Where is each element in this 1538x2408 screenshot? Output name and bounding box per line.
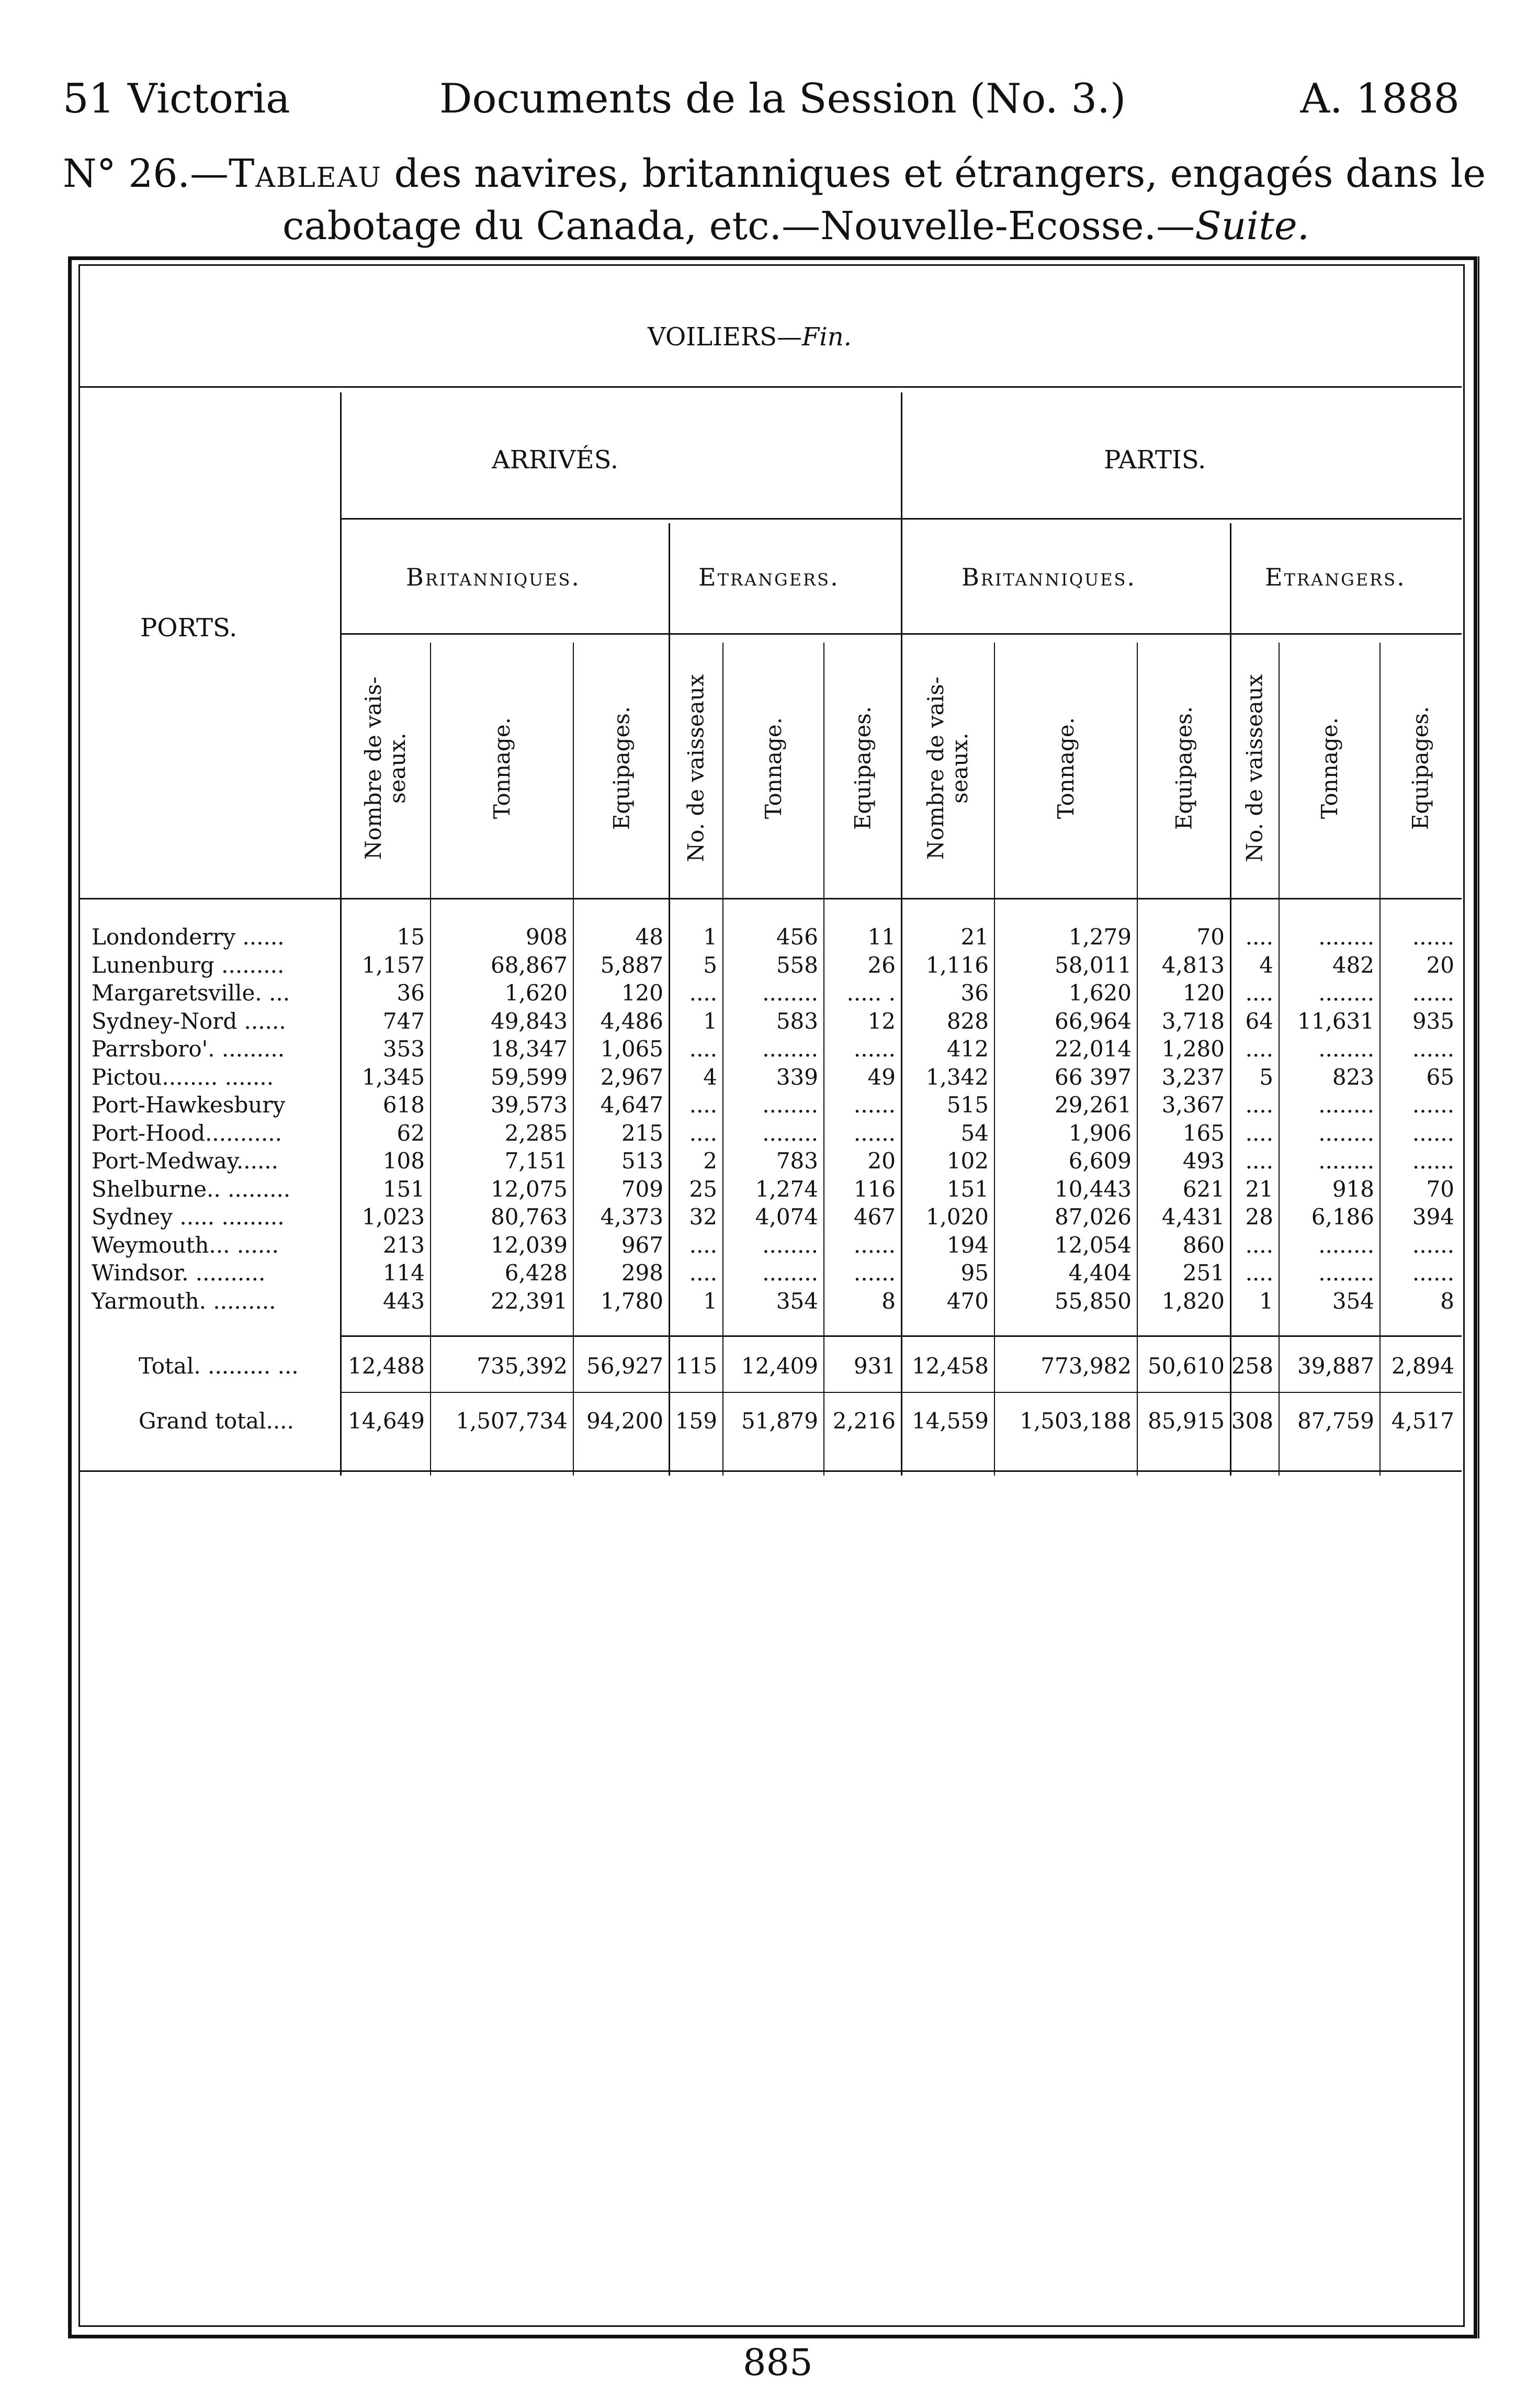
value-cell: 967 [621,1232,663,1258]
value-cell: ........ [762,980,818,1006]
value-cell: 87,026 [1055,1204,1132,1230]
value-cell: 64 [1245,1008,1273,1034]
value-cell: 12,458 [912,1353,989,1379]
partis-brit-etr-rule [1230,523,1231,1476]
value-cell: 515 [946,1092,989,1118]
port-name: Windsor. .......... [92,1260,266,1286]
col-rule [823,643,824,1476]
value-cell: 1 [703,1288,717,1314]
caption-main: VOILIERS— [648,322,802,352]
value-cell: 215 [621,1120,663,1146]
port-name: Pictou........ ....... [92,1064,274,1090]
value-cell: 308 [1231,1408,1273,1434]
grand-total-rule [340,1392,1462,1393]
value-cell: ...... [1412,1232,1454,1258]
value-cell: 55,850 [1055,1288,1132,1314]
value-cell: 1 [703,1008,717,1034]
value-cell: 1,279 [1068,924,1132,950]
subgroup-britanniques-arrives: Britanniques. [406,563,581,591]
value-cell: 39,887 [1297,1353,1374,1379]
value-cell: 1,116 [925,952,989,978]
value-cell: 58,011 [1055,952,1132,978]
running-header-center: Documents de la Session (No. 3.) [439,75,1126,122]
value-cell: 583 [776,1008,818,1034]
value-cell: ...... [853,1092,896,1118]
value-cell: 66,964 [1055,1008,1132,1034]
value-cell: 735,392 [477,1353,568,1379]
subgroup-etrangers-partis: Etrangers. [1265,563,1406,591]
col-header-text: No. de vaisseaux [1242,674,1268,862]
value-cell: 1 [703,924,717,950]
value-cell: ........ [1318,1120,1374,1146]
value-cell: 6,428 [504,1260,568,1286]
value-cell: 394 [1412,1204,1454,1230]
title-number: N° 26.— [63,151,229,196]
value-cell: 14,649 [348,1408,425,1434]
value-cell: 94,200 [586,1408,663,1434]
value-cell: 22,391 [491,1288,568,1314]
port-name: Sydney ..... ......... [92,1204,285,1230]
port-name: Shelburne.. ......... [92,1176,291,1202]
col-rule [430,643,431,1476]
value-cell: ........ [1318,1148,1374,1174]
col-header-text: Nombre de vais- seaux. [360,676,411,860]
value-cell: 20 [1426,952,1454,978]
value-cell: 5 [1259,1064,1273,1090]
value-cell: 1,345 [361,1064,425,1090]
value-cell: 4,074 [755,1204,818,1230]
subgroup-etrangers-arrives: Etrangers. [698,563,840,591]
value-cell: 12,488 [348,1353,425,1379]
port-name: Port-Hawkesbury [92,1092,286,1118]
value-cell: ........ [762,1260,818,1286]
value-cell: 3,718 [1161,1008,1225,1034]
value-cell: 2,285 [504,1120,568,1146]
value-cell: .... [689,1232,717,1258]
value-cell: 353 [382,1036,425,1062]
value-cell: 29,261 [1055,1092,1132,1118]
title-line2: cabotage du Canada, etc.—Nouvelle-Ecosse.— [282,204,1195,249]
value-cell: 87,759 [1297,1408,1374,1434]
value-cell: ...... [853,1232,896,1258]
value-cell: 4,517 [1391,1408,1454,1434]
value-cell: 298 [621,1260,663,1286]
value-cell: 116 [853,1176,896,1202]
value-cell: ........ [1318,1260,1374,1286]
value-cell: ........ [762,1120,818,1146]
value-cell: 36 [397,980,425,1006]
value-cell: 48 [635,924,663,950]
port-name: Londonderry ...... [92,924,285,950]
value-cell: 151 [946,1176,989,1202]
value-cell: 1,157 [361,952,425,978]
col-header-arr-brit-crews [574,643,669,894]
value-cell: ...... [1412,1260,1454,1286]
value-cell: 354 [1332,1288,1374,1314]
value-cell: 1,620 [504,980,568,1006]
table-title-line-2 [282,204,1310,249]
value-cell: 22,014 [1055,1036,1132,1062]
value-cell: 935 [1412,1008,1454,1034]
value-cell: 4,373 [600,1204,663,1230]
port-name: Sydney-Nord ...... [92,1008,286,1034]
col-header-par-brit-vessels [902,643,994,894]
col-rule [1279,643,1280,1476]
col-header-text: Equipages. [1171,706,1197,830]
value-cell: 66 397 [1055,1064,1132,1090]
value-cell: .... [689,1260,717,1286]
value-cell: 482 [1332,952,1374,978]
value-cell: 1,780 [600,1288,663,1314]
value-cell: 493 [1182,1148,1225,1174]
value-cell: 773,982 [1041,1353,1132,1379]
caption-rule [78,386,1462,388]
value-cell: .... [1245,1092,1273,1118]
value-cell: 21 [1245,1176,1273,1202]
value-cell: ........ [1318,1232,1374,1258]
value-cell: 12 [867,1008,896,1034]
value-cell: 783 [776,1148,818,1174]
col-rule [722,643,723,1476]
value-cell: 39,573 [491,1092,568,1118]
value-cell: 36 [960,980,989,1006]
col-header-par-brit-crews [1138,643,1230,894]
value-cell: 918 [1332,1176,1374,1202]
value-cell: 251 [1182,1260,1225,1286]
value-cell: 1,280 [1161,1036,1225,1062]
value-cell: 1,820 [1161,1288,1225,1314]
header-rule [78,898,1462,899]
value-cell: .... [689,1120,717,1146]
ports-header: PORTS. [140,613,238,643]
value-cell: 62 [397,1120,425,1146]
value-cell: 1,342 [925,1064,989,1090]
value-cell: 339 [776,1064,818,1090]
value-cell: 56,927 [586,1353,663,1379]
value-cell: 68,867 [491,952,568,978]
value-cell: 823 [1332,1064,1374,1090]
table-frame-right-rule [1478,256,1479,2338]
value-cell: 10,443 [1055,1176,1132,1202]
col-rule [573,643,574,1476]
value-cell: 828 [946,1008,989,1034]
value-cell: 49,843 [491,1008,568,1034]
group-arrives: ARRIVÉS. [492,445,619,475]
ports-column-rule [340,392,342,1476]
port-name: Yarmouth. ......... [92,1288,276,1314]
value-cell: 21 [960,924,989,950]
running-header-right: A. 1888 [1300,75,1460,122]
col-header-par-brit-tonnage [996,643,1137,894]
value-cell: 1,503,188 [1020,1408,1132,1434]
value-cell: 51,879 [741,1408,818,1434]
value-cell: 194 [946,1232,989,1258]
port-name: Margaretsville. ... [92,980,290,1006]
value-cell: 49 [867,1064,896,1090]
col-header-text: Tonnage. [489,717,515,819]
value-cell: .... [1245,1036,1273,1062]
value-cell: ...... [853,1120,896,1146]
value-cell: 467 [853,1204,896,1230]
value-cell: ..... . [846,980,896,1006]
title-tableau: Tableau [228,151,382,196]
value-cell: .... [1245,1232,1273,1258]
value-cell: .... [1245,1120,1273,1146]
value-cell: 3,237 [1161,1064,1225,1090]
value-cell: 70 [1196,924,1225,950]
value-cell: ...... [1412,1120,1454,1146]
col-header-arr-etr-crews [825,643,901,894]
value-cell: 65 [1426,1064,1454,1090]
value-cell: 80,763 [491,1204,568,1230]
col-header-arr-brit-vessels [341,643,430,894]
value-cell: 213 [382,1232,425,1258]
value-cell: 456 [776,924,818,950]
col-header-text: Nombre de vais- seaux. [923,676,973,860]
value-cell: .... [689,1092,717,1118]
value-cell: 4 [703,1064,717,1090]
value-cell: 102 [946,1148,989,1174]
title-suite: Suite. [1195,204,1310,249]
value-cell: 26 [867,952,896,978]
value-cell: 25 [689,1176,717,1202]
value-cell: 12,409 [741,1353,818,1379]
value-cell: 1,906 [1068,1120,1132,1146]
value-cell: 2,967 [600,1064,663,1090]
value-cell: 2,894 [1391,1353,1454,1379]
value-cell: 165 [1182,1120,1225,1146]
value-cell: 1 [1259,1288,1273,1314]
col-rule [1137,643,1138,1476]
value-cell: 513 [621,1148,663,1174]
port-name: Total. ......... ... [139,1353,299,1379]
port-name: Grand total.... [139,1408,294,1434]
col-header-arr-brit-tonnage [432,643,573,894]
value-cell: 32 [689,1204,717,1230]
value-cell: ........ [762,1232,818,1258]
value-cell: .... [1245,924,1273,950]
caption-italic: Fin. [802,322,852,352]
value-cell: ........ [1318,1036,1374,1062]
value-cell: 85,915 [1148,1408,1225,1434]
value-cell: 95 [960,1260,989,1286]
port-name: Lunenburg ......... [92,952,285,978]
value-cell: ...... [853,1036,896,1062]
value-cell: 2,216 [832,1408,896,1434]
value-cell: 12,054 [1055,1232,1132,1258]
value-cell: 3,367 [1161,1092,1225,1118]
value-cell: 8 [881,1288,896,1314]
col-header-text: Tonnage. [1317,717,1342,819]
value-cell: 558 [776,952,818,978]
value-cell: 709 [621,1176,663,1202]
col-header-text: No. de vaisseaux [683,674,709,862]
value-cell: .... [1245,1260,1273,1286]
col-header-par-etr-tonnage [1280,643,1379,894]
value-cell: .... [689,1036,717,1062]
col-header-text: Tonnage. [761,717,786,819]
col-rule [994,643,995,1476]
col-header-text: Equipages. [850,706,876,830]
table-bottom-rule [78,1470,1462,1472]
col-header-text: Tonnage. [1053,717,1079,819]
arrives-brit-etr-rule [669,523,670,1476]
value-cell: 1,065 [600,1036,663,1062]
col-header-text: Equipages. [1407,706,1433,830]
value-cell: 354 [776,1288,818,1314]
value-cell: 931 [853,1353,896,1379]
value-cell: 12,075 [491,1176,568,1202]
value-cell: 7,151 [504,1148,568,1174]
value-cell: 908 [525,924,568,950]
subgroup-britanniques-partis: Britanniques. [962,563,1136,591]
port-name: Port-Hood........... [92,1120,282,1146]
col-header-arr-etr-vessels [670,643,722,894]
value-cell: 151 [382,1176,425,1202]
value-cell: 18,347 [491,1036,568,1062]
value-cell: 12,039 [491,1232,568,1258]
value-cell: ...... [1412,1092,1454,1118]
value-cell: ........ [762,1036,818,1062]
value-cell: ........ [1318,924,1374,950]
value-cell: 1,020 [925,1204,989,1230]
value-cell: ...... [1412,924,1454,950]
value-cell: 14,559 [912,1408,989,1434]
value-cell: 54 [960,1120,989,1146]
value-cell: 6,186 [1311,1204,1374,1230]
value-cell: 108 [382,1148,425,1174]
value-cell: ...... [1412,1036,1454,1062]
group-partis: PARTIS. [1104,445,1206,475]
port-name: Weymouth... ...... [92,1232,279,1258]
value-cell: 470 [946,1288,989,1314]
col-header-text: Equipages. [608,706,635,830]
value-cell: 20 [867,1148,896,1174]
value-cell: 70 [1426,1176,1454,1202]
table-title-line-1 [63,151,1486,196]
value-cell: 8 [1440,1288,1454,1314]
value-cell: 11,631 [1297,1008,1374,1034]
running-header-left: 51 Victoria [63,75,290,122]
value-cell: ...... [1412,1148,1454,1174]
value-cell: 120 [621,980,663,1006]
value-cell: 28 [1245,1204,1273,1230]
value-cell: ........ [1318,1092,1374,1118]
title-line1-rest: des navires, britanniques et étrangers, engagés dans le [381,151,1486,196]
value-cell: 115 [675,1353,717,1379]
col-header-par-etr-crews [1381,643,1460,894]
value-cell: 4,431 [1161,1204,1225,1230]
page-number: 885 [743,2341,813,2384]
value-cell: 4,813 [1161,952,1225,978]
value-cell: 11 [867,924,896,950]
value-cell: .... [689,980,717,1006]
value-cell: 6,609 [1068,1148,1132,1174]
value-cell: 15 [397,924,425,950]
value-cell: 159 [675,1408,717,1434]
value-cell: 120 [1182,980,1225,1006]
value-cell: 621 [1182,1176,1225,1202]
value-cell: 4 [1259,952,1273,978]
value-cell: 258 [1231,1353,1273,1379]
value-cell: ...... [1412,980,1454,1006]
col-rule [1379,643,1381,1476]
value-cell: 1,023 [361,1204,425,1230]
value-cell: 4,404 [1068,1260,1132,1286]
value-cell: 114 [382,1260,425,1286]
port-name: Parrsboro'. ......... [92,1036,285,1062]
value-cell: 5 [703,952,717,978]
value-cell: ........ [1318,980,1374,1006]
value-cell: 618 [382,1092,425,1118]
value-cell: 860 [1182,1232,1225,1258]
arrives-partis-rule [901,392,902,1476]
value-cell: ........ [762,1092,818,1118]
value-cell: 1,507,734 [456,1408,568,1434]
value-cell: 5,887 [600,952,663,978]
total-rule [340,1335,1462,1337]
value-cell: ...... [853,1260,896,1286]
port-name: Port-Medway...... [92,1148,278,1174]
value-cell: 4,486 [600,1008,663,1034]
col-header-arr-etr-tonnage [724,643,823,894]
value-cell: 59,599 [491,1064,568,1090]
value-cell: .... [1245,980,1273,1006]
table-caption [648,324,852,350]
value-cell: 443 [382,1288,425,1314]
value-cell: 4,647 [600,1092,663,1118]
value-cell: 1,620 [1068,980,1132,1006]
value-cell: .... [1245,1148,1273,1174]
value-cell: 412 [946,1036,989,1062]
value-cell: 747 [382,1008,425,1034]
col-header-par-etr-vessels [1231,643,1279,894]
value-cell: 1,274 [755,1176,818,1202]
value-cell: 2 [703,1148,717,1174]
value-cell: 50,610 [1148,1353,1225,1379]
